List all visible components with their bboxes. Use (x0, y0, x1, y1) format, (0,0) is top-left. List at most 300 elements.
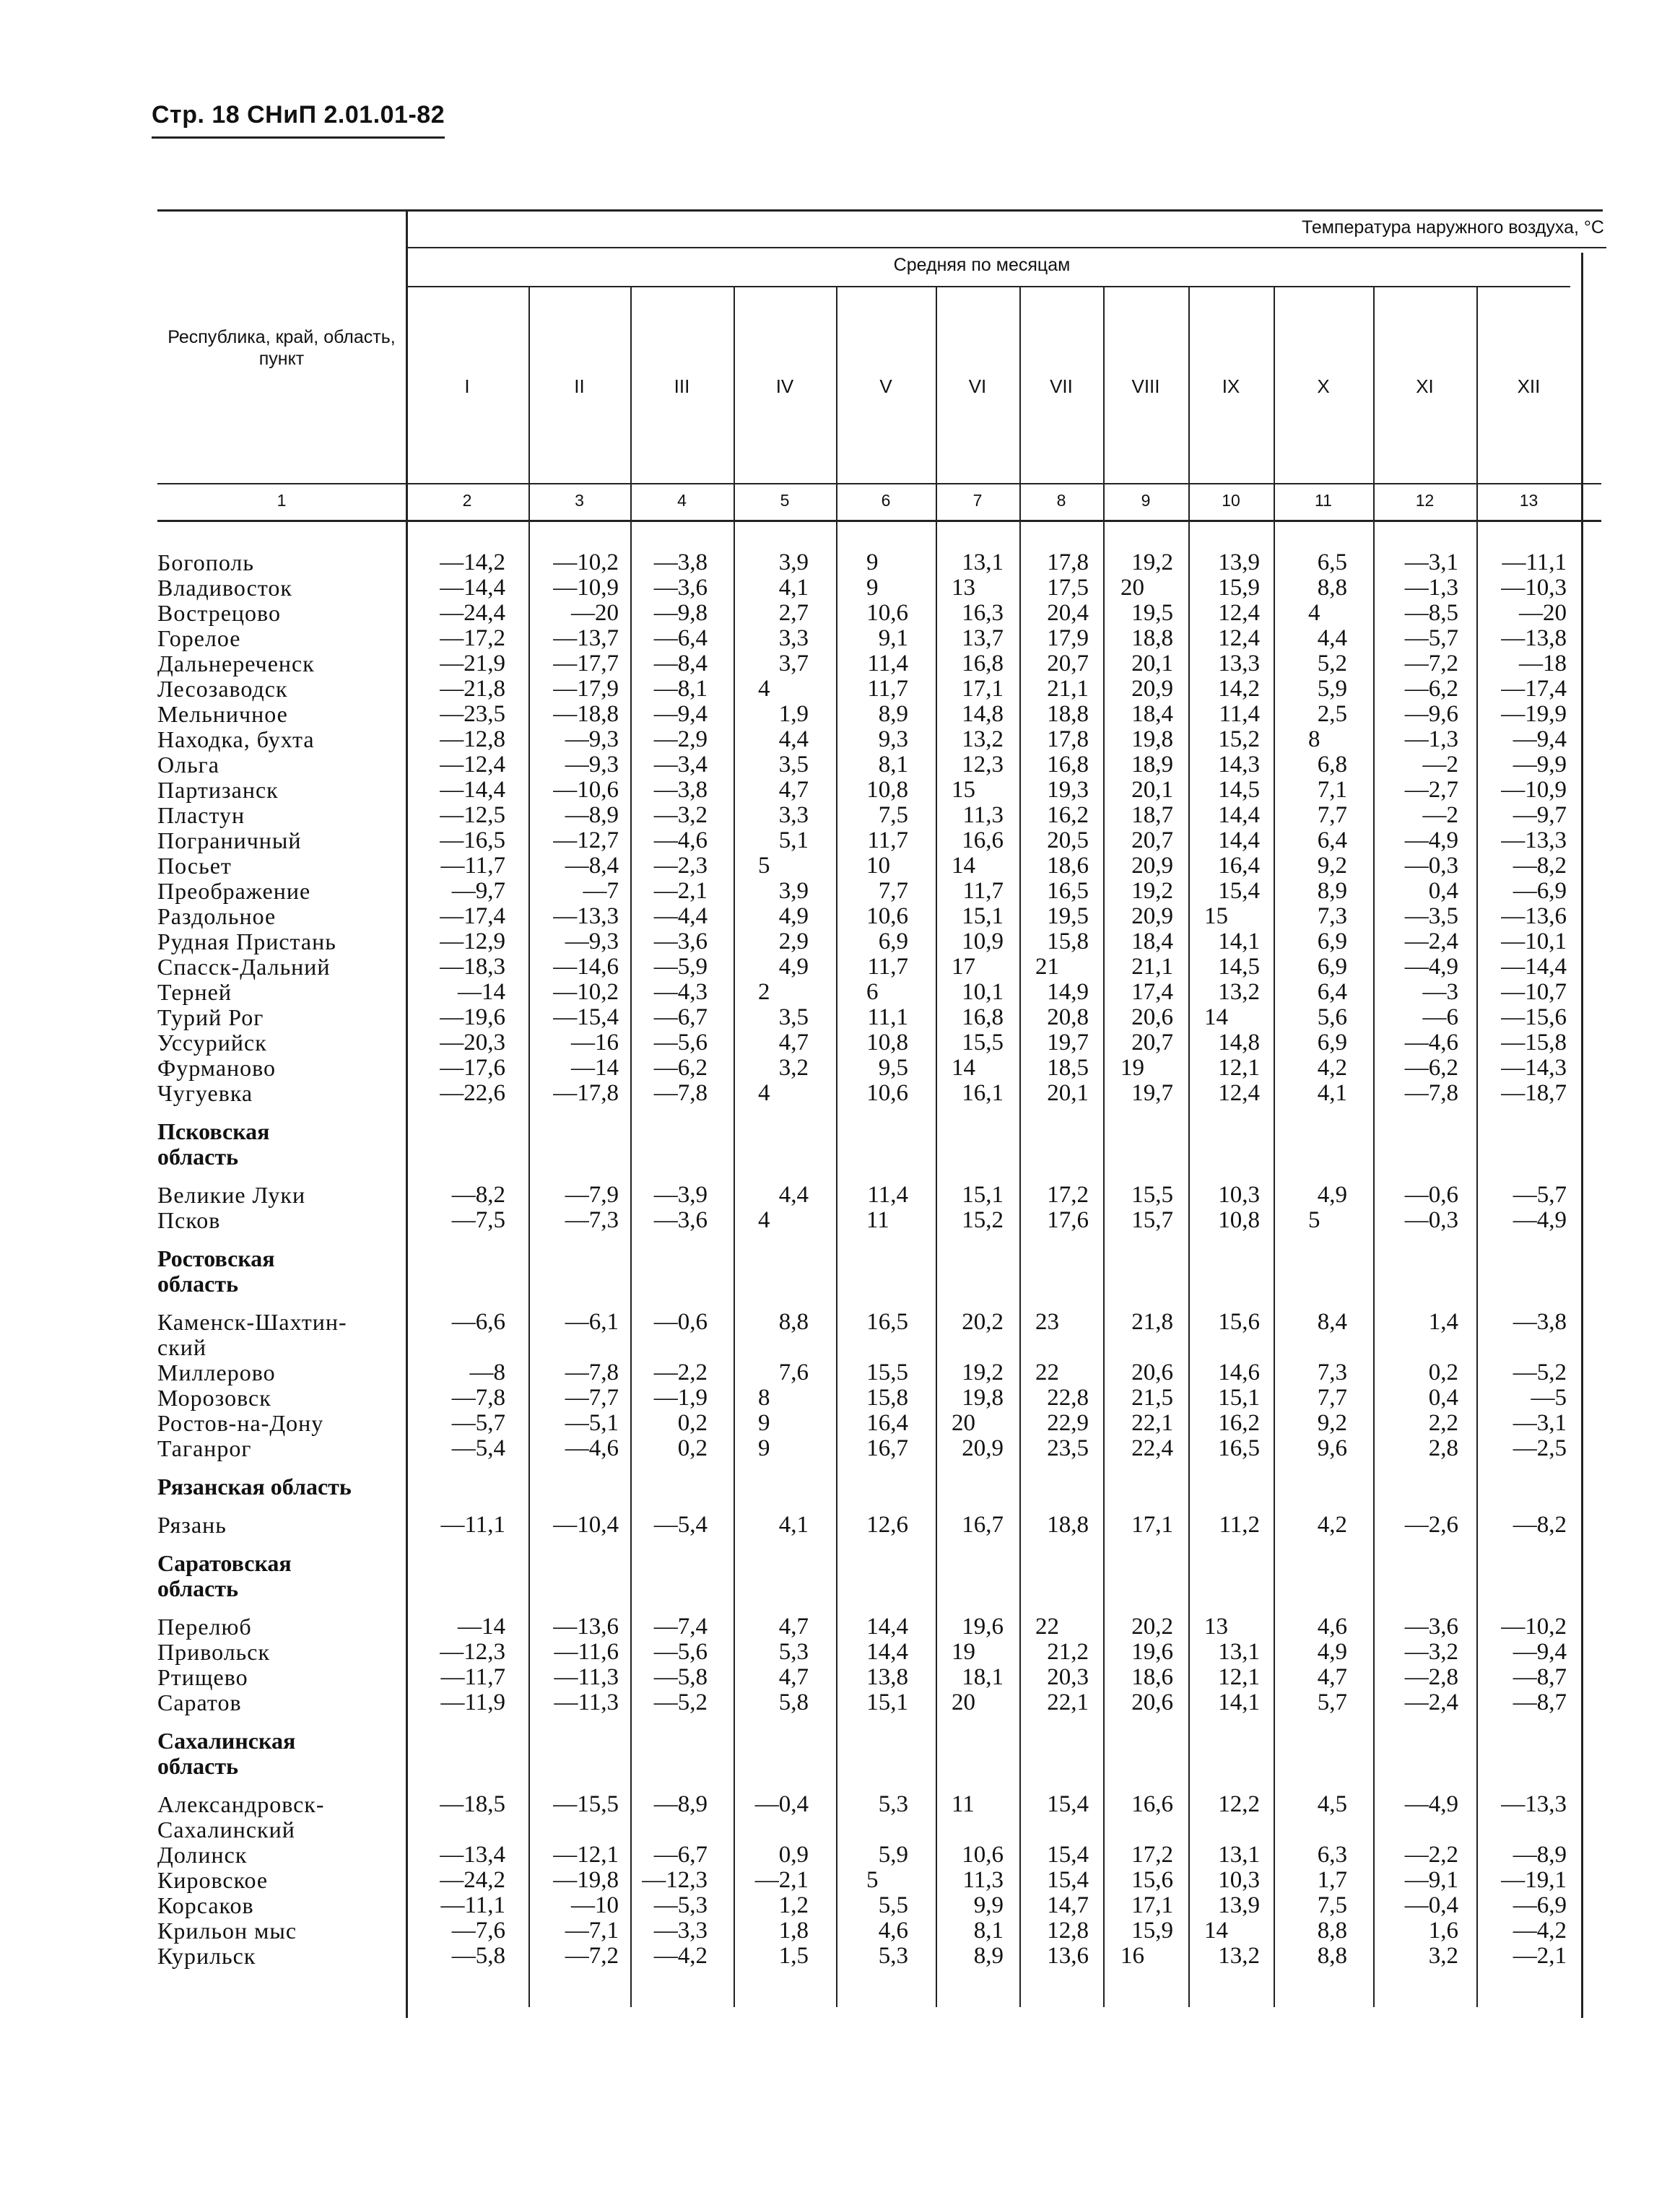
subgroup-header-rule (408, 286, 1570, 287)
temperature-cell: —8,7 (1513, 1664, 1567, 1690)
temperature-cell: 5,9 (878, 1842, 908, 1868)
table-row (0, 1385, 1680, 1411)
region-heading-line: Саратовская (157, 1550, 292, 1576)
temperature-cell: 6,9 (1317, 1030, 1347, 1056)
temperature-cell: —7,8 (565, 1359, 619, 1385)
temperature-cell: 13,6 (1047, 1943, 1089, 1969)
column-separator (836, 287, 837, 2007)
temperature-cell: 5,9 (1317, 676, 1347, 702)
temperature-cell: 17,5 (1047, 575, 1089, 601)
table-row (0, 651, 1680, 676)
temperature-cell: —14,4 (1501, 954, 1567, 980)
month-header-1: I (464, 375, 470, 397)
station-name: Богополь (157, 549, 254, 575)
temperature-cell: —9,8 (653, 600, 708, 626)
temperature-cell: 0,2 (677, 1410, 708, 1436)
temperature-cell: 10,6 (866, 1080, 908, 1106)
temperature-cell: —3,9 (653, 1182, 708, 1208)
temperature-cell: 19,8 (962, 1385, 1004, 1411)
temperature-cell: 14,4 (1218, 827, 1260, 853)
temperature-cell: —10,4 (553, 1512, 619, 1538)
temperature-cell: —8,9 (565, 802, 619, 828)
station-name: Раздольное (157, 903, 277, 929)
temperature-cell: 13,3 (1218, 651, 1260, 676)
temperature-cell: 17,8 (1047, 549, 1089, 575)
temperature-cell: 5 (758, 853, 770, 879)
temperature-cell: 10,6 (866, 600, 908, 626)
temperature-cell: —9,3 (565, 752, 619, 778)
temperature-cell: —5,7 (1513, 1182, 1567, 1208)
temperature-cell: 11,2 (1219, 1512, 1260, 1538)
temperature-cell: 15,1 (1218, 1385, 1260, 1411)
temperature-cell: —2,3 (653, 853, 708, 879)
temperature-cell: 11,4 (867, 1182, 908, 1208)
temperature-cell: 7,7 (1317, 1385, 1347, 1411)
temperature-cell: —8,2 (1513, 1512, 1567, 1538)
temperature-cell: —5,4 (653, 1512, 708, 1538)
temperature-cell: —5,7 (451, 1410, 505, 1436)
region-heading (157, 1474, 352, 1500)
temperature-cell: 20,6 (1131, 1004, 1173, 1030)
temperature-cell: 21,1 (1047, 676, 1089, 702)
temperature-cell: —0,6 (1404, 1182, 1458, 1208)
station-name: Привольск (157, 1639, 271, 1665)
temperature-cell: —6,2 (653, 1055, 708, 1081)
temperature-cell: 3,9 (778, 549, 809, 575)
temperature-cell: —16 (571, 1030, 619, 1056)
temperature-cell: —9,6 (1404, 701, 1458, 727)
temperature-cell: 19,7 (1131, 1080, 1173, 1106)
temperature-cell: 9,2 (1317, 853, 1347, 879)
region-heading-line: Псковская (157, 1118, 270, 1144)
temperature-cell: —23,5 (440, 701, 505, 727)
temperature-cell: —10,2 (553, 549, 619, 575)
temperature-cell: 15,6 (1218, 1309, 1260, 1335)
temperature-cell: 20,9 (1131, 853, 1173, 879)
temperature-cell: —11,9 (440, 1689, 505, 1715)
temperature-cell: 9,6 (1317, 1435, 1347, 1461)
temperature-cell: —13,4 (440, 1842, 505, 1868)
temperature-cell: —13,6 (1501, 903, 1567, 929)
temperature-cell: —6,4 (653, 625, 708, 651)
temperature-cell: 4,9 (1317, 1639, 1347, 1665)
temperature-cell: 14,9 (1047, 979, 1089, 1005)
temperature-cell: 16,6 (962, 827, 1004, 853)
temperature-cell: 13,1 (962, 549, 1004, 575)
column-separator (630, 287, 632, 2007)
temperature-cell: 12,4 (1218, 1080, 1260, 1106)
temperature-cell: 0,2 (677, 1435, 708, 1461)
temperature-cell: 15 (1204, 903, 1228, 929)
temperature-cell: —24,4 (440, 600, 505, 626)
temperature-cell: —10,3 (1501, 575, 1567, 601)
temperature-cell: 3,7 (778, 651, 809, 676)
temperature-cell: 12,3 (962, 752, 1004, 778)
temperature-cell: 20 (1120, 575, 1144, 601)
temperature-cell: —5,1 (565, 1410, 619, 1436)
temperature-cell: 12,1 (1218, 1664, 1260, 1690)
column-separator (1103, 287, 1105, 2007)
temperature-cell: 22 (1035, 1614, 1059, 1640)
temperature-cell: 15 (952, 777, 975, 803)
region-heading-line: область (157, 1753, 238, 1779)
temperature-cell: 12,1 (1218, 1055, 1260, 1081)
month-header-3: III (674, 375, 690, 397)
temperature-cell: —5,7 (1404, 625, 1458, 651)
temperature-cell: —11,3 (554, 1689, 619, 1715)
temperature-cell: 13,2 (1218, 979, 1260, 1005)
temperature-cell: 4,7 (778, 1030, 809, 1056)
temperature-cell: 17,8 (1047, 726, 1089, 752)
temperature-cell: —6,2 (1404, 1055, 1458, 1081)
temperature-cell: —14,3 (1501, 1055, 1567, 1081)
temperature-cell: 9 (758, 1435, 770, 1461)
temperature-cell: 9,9 (973, 1892, 1004, 1918)
column-separator (1188, 287, 1190, 2007)
temperature-cell: —22,6 (440, 1080, 505, 1106)
temperature-cell: 8,1 (878, 752, 908, 778)
temperature-cell: 8 (1308, 726, 1320, 752)
temperature-cell: —8,4 (653, 651, 708, 676)
station-name: Находка, бухта (157, 726, 315, 752)
station-name: Морозовск (157, 1385, 271, 1411)
temperature-cell: 4 (758, 1080, 770, 1106)
column-number-2: 2 (462, 491, 472, 510)
column-number-12: 12 (1415, 491, 1435, 510)
temperature-cell: —8,2 (451, 1182, 505, 1208)
station-name-line: ский (157, 1334, 206, 1360)
temperature-cell: 23 (1035, 1309, 1059, 1335)
table-row (0, 1436, 1680, 1461)
temperature-cell: 2,2 (1428, 1410, 1458, 1436)
temperature-cell: 20,9 (962, 1435, 1004, 1461)
table-row (0, 1081, 1680, 1106)
temperature-cell: 13,9 (1218, 549, 1260, 575)
temperature-cell: 16,7 (962, 1512, 1004, 1538)
temperature-cell: 15,4 (1218, 878, 1260, 904)
column-separator (406, 211, 408, 2018)
table-row (0, 702, 1680, 727)
station-name: Рудная Пристань (157, 928, 336, 954)
temperature-cell: 15,5 (962, 1030, 1004, 1056)
station-name (157, 1792, 325, 1843)
temperature-cell: 4,7 (778, 1614, 809, 1640)
temperature-cell: 11,3 (962, 1867, 1004, 1893)
temperature-cell: 11,4 (867, 651, 908, 676)
temperature-cell: 7,5 (1317, 1892, 1347, 1918)
temperature-cell: 11 (952, 1791, 975, 1817)
temperature-cell: —9,9 (1513, 752, 1567, 778)
station-name: Лесозаводск (157, 676, 288, 702)
temperature-cell: —4,9 (1404, 954, 1458, 980)
table-row (0, 1640, 1680, 1665)
temperature-cell: 18,1 (962, 1664, 1004, 1690)
temperature-cell: 20,9 (1131, 903, 1173, 929)
temperature-cell: 3,3 (778, 802, 809, 828)
region-heading-line: Сахалинская (157, 1728, 296, 1754)
temperature-cell: —9,4 (1513, 1639, 1567, 1665)
station-name: Корсаков (157, 1892, 254, 1918)
station-name-line: Александровск- (157, 1791, 325, 1817)
temperature-cell: 22,8 (1047, 1385, 1089, 1411)
temperature-cell: —12,3 (440, 1639, 505, 1665)
temperature-cell: 3,5 (778, 1004, 809, 1030)
table-row (0, 1944, 1680, 1969)
temperature-cell: —10 (571, 1892, 619, 1918)
table-row (0, 1183, 1680, 1208)
table-row (0, 803, 1680, 828)
table-row (0, 954, 1680, 980)
temperature-cell: —0,4 (1404, 1892, 1458, 1918)
temperature-cell: —11,7 (440, 853, 505, 879)
temperature-cell: 19,2 (1131, 549, 1173, 575)
temperature-cell: —0,4 (754, 1791, 809, 1817)
temperature-cell: —10,1 (1501, 928, 1567, 954)
temperature-cell: 5,3 (878, 1943, 908, 1969)
temperature-cell: —7,9 (565, 1182, 619, 1208)
temperature-cell: 4,4 (1317, 625, 1347, 651)
temperature-cell: —3,6 (1404, 1614, 1458, 1640)
temperature-cell: —3 (1422, 979, 1458, 1005)
temperature-cell: 10,9 (962, 928, 1004, 954)
temperature-cell: 20,1 (1131, 777, 1173, 803)
temperature-cell: 4 (758, 1207, 770, 1233)
temperature-cell: 19,2 (1131, 878, 1173, 904)
temperature-cell: 19,3 (1047, 777, 1089, 803)
temperature-cell: 4,1 (778, 575, 809, 601)
temperature-cell: 5,6 (1317, 1004, 1347, 1030)
temperature-cell: 15,6 (1131, 1867, 1173, 1893)
temperature-cell: —19,9 (1501, 701, 1567, 727)
column-separator (734, 287, 735, 2007)
temperature-cell: 6,3 (1317, 1842, 1347, 1868)
temperature-cell: 6,5 (1317, 549, 1347, 575)
temperature-cell: 14,5 (1218, 954, 1260, 980)
temperature-cell: 0,4 (1428, 1385, 1458, 1411)
temperature-cell: —2,4 (1404, 928, 1458, 954)
temperature-cell: 8,4 (1317, 1309, 1347, 1335)
temperature-cell: —18 (1519, 651, 1567, 676)
temperature-cell: 6,8 (1317, 752, 1347, 778)
temperature-cell: 20,6 (1131, 1359, 1173, 1385)
temperature-cell: —8,4 (565, 853, 619, 879)
temperature-cell: —1,3 (1404, 726, 1458, 752)
temperature-cell: 15,2 (962, 1207, 1004, 1233)
temperature-cell: 15,5 (866, 1359, 908, 1385)
temperature-cell: 15,4 (1047, 1867, 1089, 1893)
temperature-cell: 18,9 (1131, 752, 1173, 778)
temperature-cell: 19,7 (1047, 1030, 1089, 1056)
temperature-cell: —14,4 (440, 575, 505, 601)
temperature-cell: 21,2 (1047, 1639, 1089, 1665)
table-row (0, 1056, 1680, 1081)
temperature-cell: —6,2 (1404, 676, 1458, 702)
temperature-cell: —7 (583, 878, 619, 904)
station-name: Долинск (157, 1842, 248, 1868)
temperature-cell: 12,6 (866, 1512, 908, 1538)
table-row (0, 626, 1680, 651)
temperature-cell: 4,5 (1317, 1791, 1347, 1817)
temperature-cell: 8,1 (973, 1918, 1004, 1944)
table-row (0, 1665, 1680, 1690)
temperature-cell: —4,9 (1404, 827, 1458, 853)
temperature-cell: 16,7 (866, 1435, 908, 1461)
temperature-cell: 10,8 (1218, 1207, 1260, 1233)
temperature-cell: 15,8 (866, 1385, 908, 1411)
temperature-cell: 10,3 (1218, 1182, 1260, 1208)
temperature-cell: 20,8 (1047, 1004, 1089, 1030)
temperature-cell: 1,6 (1428, 1918, 1458, 1944)
temperature-cell: 19,6 (962, 1614, 1004, 1640)
temperature-cell: 18,6 (1131, 1664, 1173, 1690)
table-row (0, 1030, 1680, 1056)
temperature-cell: 16,4 (1218, 853, 1260, 879)
temperature-cell: 16,4 (866, 1410, 908, 1436)
temperature-cell: —5,2 (1513, 1359, 1567, 1385)
temperature-cell: —12,9 (440, 928, 505, 954)
temperature-cell: 16,6 (1131, 1791, 1173, 1817)
temperature-cell: —17,7 (553, 651, 619, 676)
temperature-cell: 0,4 (1428, 878, 1458, 904)
table-row (0, 1513, 1680, 1538)
temperature-cell: 1,9 (778, 701, 809, 727)
station-name: Терней (157, 979, 232, 1005)
temperature-cell: 1,7 (1317, 1867, 1347, 1893)
station-name: Партизанск (157, 777, 279, 803)
temperature-cell: 9 (758, 1410, 770, 1436)
temperature-cell: 4,4 (778, 726, 809, 752)
temperature-cell: 14,6 (1218, 1359, 1260, 1385)
table-row (0, 676, 1680, 702)
temperature-cell: 4,9 (778, 954, 809, 980)
table-row (0, 1005, 1680, 1030)
temperature-cell: 13 (952, 575, 975, 601)
temperature-cell: —6 (1422, 1004, 1458, 1030)
month-header-10: X (1317, 375, 1330, 397)
temperature-cell: —5,6 (653, 1030, 708, 1056)
temperature-cell: —2,7 (1404, 777, 1458, 803)
station-name: Спасск-Дальний (157, 954, 331, 980)
temperature-cell: —15,8 (1501, 1030, 1567, 1056)
month-header-5: V (879, 375, 892, 397)
month-header-4: IV (775, 375, 794, 397)
temperature-cell: —12,4 (440, 752, 505, 778)
temperature-cell: 14 (1204, 1918, 1228, 1944)
temperature-cell: 11,7 (962, 878, 1004, 904)
temperature-cell: —4,6 (653, 827, 708, 853)
column-separator (1019, 287, 1021, 2007)
column-number-13: 13 (1519, 491, 1538, 510)
temperature-cell: 5,3 (778, 1639, 809, 1665)
temperature-cell: 14,4 (866, 1614, 908, 1640)
temperature-cell: 20,3 (1047, 1664, 1089, 1690)
station-name: Чугуевка (157, 1080, 253, 1106)
temperature-cell: 9,5 (878, 1055, 908, 1081)
temperature-cell: —6,9 (1513, 1892, 1567, 1918)
temperature-cell: 2,7 (778, 600, 809, 626)
station-name: Вострецово (157, 600, 281, 626)
temperature-cell: —12,3 (642, 1867, 708, 1893)
temperature-cell: —14,6 (553, 954, 619, 980)
temperature-cell: 20,1 (1131, 651, 1173, 676)
temperature-cell: —18,7 (1501, 1080, 1567, 1106)
temperature-cell: 10,6 (866, 903, 908, 929)
table-row (0, 828, 1680, 853)
temperature-cell: —24,2 (440, 1867, 505, 1893)
station-name: Великие Луки (157, 1182, 306, 1208)
temperature-cell: 1,5 (778, 1943, 809, 1969)
temperature-cell: 1,8 (778, 1918, 809, 1944)
temperature-cell: 4,9 (1317, 1182, 1347, 1208)
temperature-cell: —2,8 (1404, 1664, 1458, 1690)
group-header-rule (408, 247, 1606, 248)
temperature-cell: 20,4 (1047, 600, 1089, 626)
temperature-cell: —2,6 (1404, 1512, 1458, 1538)
temperature-cell: —9,1 (1404, 1867, 1458, 1893)
station-name-line: Сахалинский (157, 1817, 295, 1843)
temperature-cell: 8,8 (1317, 1943, 1347, 1969)
region-heading-line: Рязанская область (157, 1474, 352, 1500)
temperature-cell: 18,7 (1131, 802, 1173, 828)
temperature-cell: 13,2 (962, 726, 1004, 752)
temperature-cell: 13,9 (1218, 1892, 1260, 1918)
temperature-cell: —10,6 (553, 777, 619, 803)
temperature-cell: 19 (952, 1639, 975, 1665)
temperature-cell: —4,2 (653, 1943, 708, 1969)
temperature-cell: —7,3 (565, 1207, 619, 1233)
temperature-cell: —1,9 (653, 1385, 708, 1411)
temperature-cell: —3,8 (1513, 1309, 1567, 1335)
temperature-cell: 18,6 (1047, 853, 1089, 879)
temperature-cell: —17,6 (440, 1055, 505, 1081)
temperature-cell: —14,4 (440, 777, 505, 803)
temperature-cell: 21,1 (1131, 954, 1173, 980)
temperature-cell: 7,1 (1317, 777, 1347, 803)
temperature-cell: —7,7 (565, 1385, 619, 1411)
temperature-cell: 19,2 (962, 1359, 1004, 1385)
table-row (0, 1868, 1680, 1893)
month-header-11: XI (1416, 375, 1434, 397)
temperature-cell: —9,7 (451, 878, 505, 904)
temperature-cell: 20,5 (1047, 827, 1089, 853)
temperature-cell: 16 (1120, 1943, 1144, 1969)
temperature-cell: 18,5 (1047, 1055, 1089, 1081)
region-heading (157, 1119, 269, 1170)
temperature-cell: 20,7 (1131, 827, 1173, 853)
temperature-cell: —9,4 (653, 701, 708, 727)
temperature-cell: —13,3 (1501, 1791, 1567, 1817)
temperature-cell: 3,3 (778, 625, 809, 651)
temperature-cell: —19,8 (553, 1867, 619, 1893)
temperature-cell: 17,2 (1131, 1842, 1173, 1868)
station-name: Кировское (157, 1867, 269, 1893)
temperature-cell: —14 (458, 979, 505, 1005)
temperature-cell: —7,5 (451, 1207, 505, 1233)
temperature-cell: 6,9 (1317, 954, 1347, 980)
station-name: Псков (157, 1207, 221, 1233)
table-row (0, 575, 1680, 601)
temperature-cell: 15,1 (962, 1182, 1004, 1208)
temperature-cell: 15,9 (1218, 575, 1260, 601)
temperature-cell: —2,2 (1404, 1842, 1458, 1868)
table-row (0, 980, 1680, 1005)
table-row (0, 904, 1680, 929)
temperature-cell: —2,2 (653, 1359, 708, 1385)
temperature-cell: —15,5 (553, 1791, 619, 1817)
temperature-cell: —4,9 (1513, 1207, 1567, 1233)
temperature-cell: —8,9 (653, 1791, 708, 1817)
temperature-cell: 8,9 (1317, 878, 1347, 904)
